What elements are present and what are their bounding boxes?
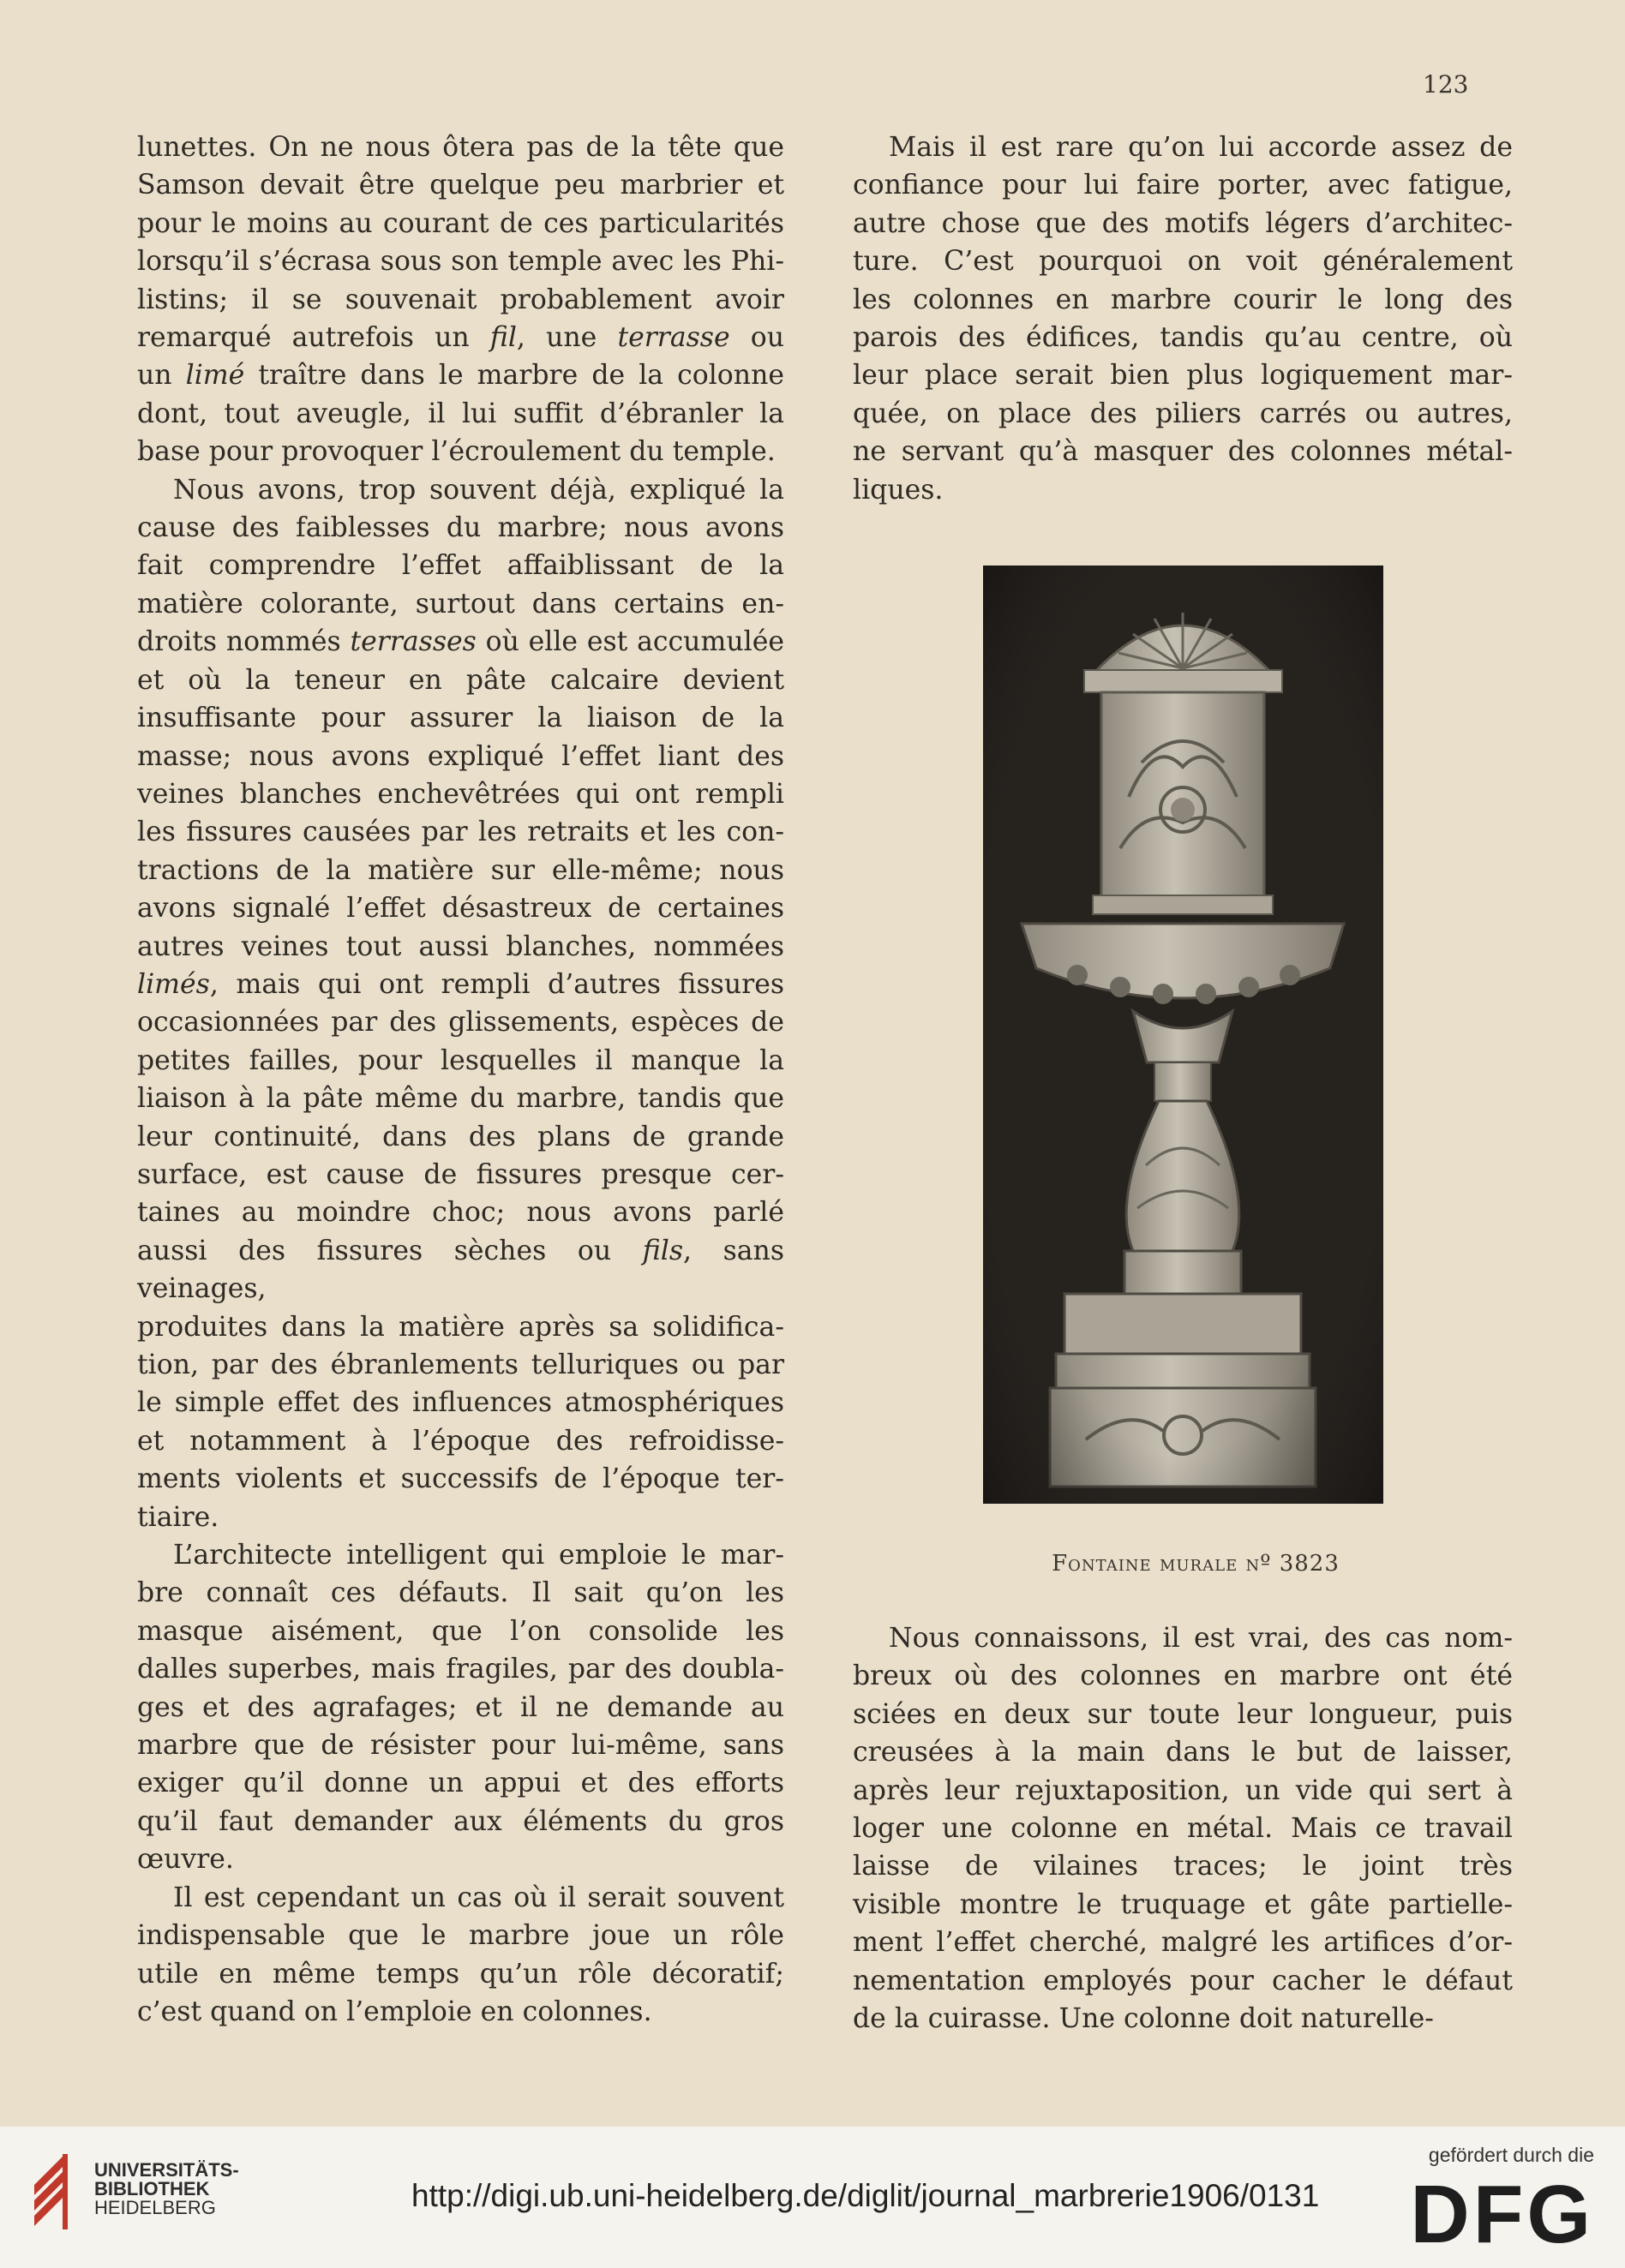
text-line: remarqué autrefois un fil, une terrasse ou [137,322,785,354]
text-line: Il est cependant un cas où il serait souvent [173,1882,784,1913]
text-line: autres veines tout aussi blanches, nommées [137,931,784,962]
funding-note: gefördert durch die [1428,2144,1594,2166]
text-line: tion, par des ébranlements telluriques ou par [137,1349,784,1380]
text-line: sciées en deux sur toute leur longueur, puis [853,1698,1513,1730]
text-line: bre connaît ces défauts. Il sait qu’on les [137,1577,784,1609]
institution-line: BIBLIOTHEK [94,2178,210,2199]
left-text-column [137,129,784,2031]
text-line: leur place serait bien plus logiquement mar- [853,360,1513,392]
text-line: ne servant qu’à masquer des colonnes métal- [853,436,1513,468]
text-line: parois des édifices, tandis qu’au centre, où [853,322,1513,354]
text-line: dalles superbes, mais fragiles, par des doubla- [137,1654,784,1685]
text-line: nementation employés pour cacher le défaut [853,1965,1513,1996]
text-line: tractions de la matière sur elle-même; nous [137,854,784,886]
text-line: fait comprendre l’effet affaiblissant de la [137,550,784,582]
university-library-logo-icon[interactable] [27,2151,82,2240]
text-line: produites dans la matière après sa solidifica- [137,1311,784,1343]
right-text-column-top [853,129,1513,509]
text-line: leur continuité, dans des plans de grande [137,1121,784,1152]
text-line: surface, est cause de fissures presque cer- [137,1158,784,1190]
institution-line: HEIDELBERG [94,2197,216,2218]
text-line: matière colorante, surtout dans certains en- [137,588,784,619]
text-line: tiaire. [137,1501,219,1533]
text-line: dont, tout aveugle, il lui suffit d’ébranler la [137,398,784,429]
text-line: masque aisément, que l’on consolide les [137,1615,784,1647]
text-line: Nous avons, trop souvent déjà, expliqué la [173,474,784,506]
text-line: visible montre le truquage et gâte partielle- [853,1888,1513,1920]
text-line: qu’il faut demander aux éléments du gros [137,1805,784,1837]
text-line: ment l’effet cherché, malgré les artifices d’or- [853,1927,1513,1959]
text-line: Mais il est rare qu’on lui accorde assez de [889,132,1513,163]
text-line: utile en même temps qu’un rôle décoratif; [137,1958,784,1990]
text-line: loger une colonne en métal. Mais ce travail [853,1813,1513,1845]
text-line: droits nommés terrasses où elle est accumulée [137,626,784,658]
text-line: liaison à la pâte même du marbre, tandis que [137,1083,784,1115]
text-line: exiger qu’il donne un appui et des efforts [137,1768,784,1799]
text-line: insuffisante pour assurer la liaison de la [137,703,784,734]
text-line: L’architecte intelligent qui emploie le mar- [173,1540,784,1571]
text-line: et où la teneur en pâte calcaire devient [137,664,784,696]
page-number: 123 [1423,70,1469,99]
text-line: lorsqu’il s’écrasa sous son temple avec les Phi- [137,246,784,278]
text-line: ges et des agrafages; et il ne demande au [137,1691,784,1723]
text-line: un limé traître dans le marbre de la colonne [137,360,784,392]
permalink-url[interactable]: http://digi.ub.uni-heidelberg.de/diglit/journal_marbrerie1906/0131 [411,2178,1320,2213]
text-line: liques. [853,474,944,506]
text-line: le simple effet des influences atmosphériques [137,1387,784,1419]
text-line: lunettes. On ne nous ôtera pas de la tête que [137,132,784,163]
text-line: occasionnées par des glissements, espèces de [137,1007,784,1038]
figure-caption: Fontaine murale nº 3823 [1052,1551,1340,1577]
text-line: cause des faiblesses du marbre; nous avons [137,512,784,544]
digital-library-footer [0,2127,1625,2268]
text-line: Samson devait être quelque peu marbrier et [137,170,784,201]
text-line: et notamment à l’époque des refroidisse- [137,1425,784,1457]
text-line: quée, on place des piliers carrés ou autres, [853,398,1513,429]
text-line: ture. C’est pourquoi on voit généralement [853,246,1513,278]
text-line: base pour provoquer l’écroulement du temple. [137,436,776,468]
text-line: masse; nous avons expliqué l’effet liant des [137,740,784,772]
text-line: listins; il se souvenait probablement avoir [137,284,784,315]
text-line: de la cuirasse. Une colonne doit naturelle- [853,2003,1434,2035]
text-line: Nous connaissons, il est vrai, des cas nom- [889,1623,1513,1654]
dfg-logo: DFG [1410,2169,1594,2260]
text-line: les colonnes en marbre courir le long des [853,284,1513,315]
right-text-column-bottom [853,1619,1513,2038]
text-line: taines au moindre choc; nous avons parlé [137,1197,784,1229]
text-line: ments violents et successifs de l’époque ter- [137,1463,784,1495]
text-line: marbre que de résister pour lui-même, sans [137,1730,784,1762]
text-line: breux où des colonnes en marbre ont été [853,1661,1513,1692]
text-line: œuvre. [137,1844,234,1876]
text-line: veines blanches enchevêtrées qui ont rempli [137,778,784,810]
text-line: après leur rejuxtaposition, un vide qui sert à [853,1774,1513,1806]
text-line: laisse de vilaines traces; le joint très [853,1851,1513,1882]
text-line: c’est quand on l’emploie en colonnes. [137,1996,652,2027]
institution-line: UNIVERSITÄTS- [94,2159,239,2181]
text-line: autre chose que des motifs légers d’architec- [853,207,1513,239]
wall-fountain-illustration [983,566,1383,1504]
text-line: creusées à la main dans le but de laisser, [853,1737,1513,1768]
text-line: avons signalé l’effet désastreux de certaines [137,893,784,925]
text-line: confiance pour lui faire porter, avec fatigue, [853,170,1513,201]
text-line: aussi des fissures sèches ou fils, sans veinages, [137,1235,784,1305]
text-line: pour le moins au courant de ces particularités [137,207,784,239]
text-line: les fissures causées par les retraits et les con- [137,817,784,848]
text-line: petites failles, pour lesquelles il manque la [137,1044,784,1076]
text-line: indispensable que le marbre joue un rôle [137,1920,784,1952]
institution-name [94,2161,239,2217]
fountain-photograph [983,566,1383,1504]
text-line: limés, mais qui ont rempli d’autres fissures [137,968,784,1000]
